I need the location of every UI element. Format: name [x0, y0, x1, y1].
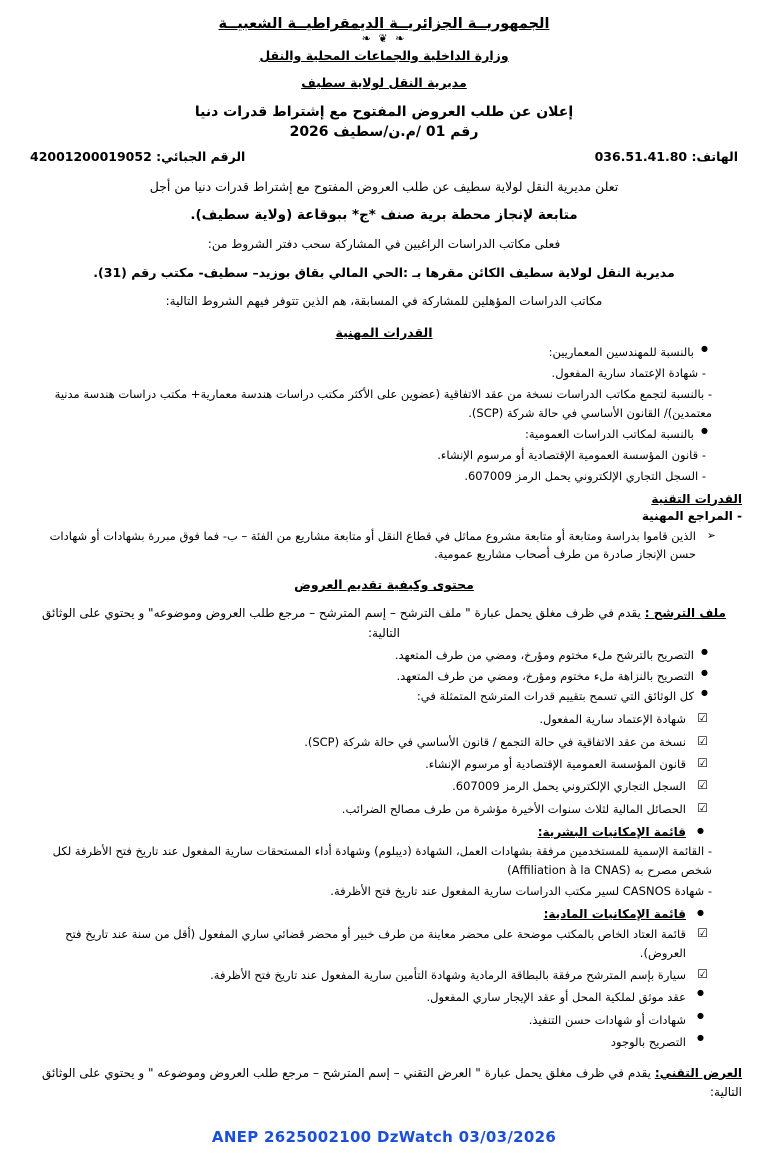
candidacy-bullets: [26, 647, 742, 706]
list-item: ● بالنسبة للمهندسين المعماريين:: [26, 344, 708, 362]
candidacy-file-heading: [26, 604, 742, 642]
candidacy-check-2: ☑ نسخة من عقد الاتفاقية في حالة التجمع / قانون الأساسي في حالة شركة (SCP).: [26, 733, 742, 751]
material-check-2: ☑ سيارة بإسم المترشح مرفقة بالبطاقة الرمادية وشهادة التأمين سارية المفعول عند تاريخ فتح الأظرفة.: [26, 966, 742, 984]
candidacy-check-4: ☑ السجل التجاري الإلكتروني يحمل الرمز 607009.: [26, 777, 742, 795]
offers-content-title: محتوى وكيفية تقديم العروض: [294, 577, 474, 593]
offices-paragraph: فعلى مكاتب الدراسات الراغبين في المشاركة سحب دفتر الشروط من:: [207, 237, 561, 252]
anep-footer: ANEP 2625002100 DzWatch 03/03/2026: [211, 1128, 557, 1147]
phone-label: الهاتف:: [691, 149, 738, 164]
technical-reference-item: ➢ الذين قاموا بدراسة ومتابعة أو متابعة مشروع مماثل في قطاع النقل أو متابعة مشاريع من الفئة – ب- فما فوق مبررة بشهادات أو شهادات حسن الإنجاز صادرة من طرف أصحاب مشاريع عمومية.: [26, 527, 742, 564]
phone-value: 036.51.41.80: [594, 149, 688, 164]
fiscal-block: [30, 149, 245, 164]
list-item: ● كل الوثائق التي تسمح بتقييم قدرات المترشح المتمثلة في:: [26, 688, 708, 706]
technical-capacity-title: القدرات التقنية: [651, 491, 742, 506]
project-title: متابعة لإنجاز محطة برية صنف *ج* ببوقاعة (ولاية سطيف).: [190, 207, 578, 224]
address-paragraph: مديرية النقل لولاية سطيف الكائن مقرها بـ :الحي المالي بقاق بوزيد– سطيف- مكتب رقم (31).: [93, 264, 675, 280]
announcement-number: رقم 01 /م.ن/سطيف 2026: [289, 124, 479, 140]
candidacy-file-text: يقدم في ظرف مغلق يحمل عبارة " ملف الترشح – إسم المترشح – مرجع طلب العروض وموضوعه" و يحتوي على الوثائق التالية:: [42, 606, 641, 640]
republic-heading: الجمهوريــة الجزائريــة الديمقراطيــة الشعبيــة: [218, 16, 550, 32]
candidacy-check-1: ☑ شهادة الإعتماد سارية المفعول.: [26, 710, 742, 728]
professional-references-subtitle: - المراجع المهنية: [641, 508, 742, 523]
professional-list: [26, 344, 742, 362]
material-check-1: ☑ قائمة العتاد الخاص بالمكتب موضحة على محضر معاينة من طرف خبير أو محضر قضائي ساري المفعول (أقل من سنة عند تاريخ فتح العروض).: [26, 925, 742, 962]
professional-dash-3: - قانون المؤسسة العمومية الإقتصادية أو مرسوم الإنشاء.: [437, 447, 706, 462]
eligibility-paragraph: مكاتب الدراسات المؤهلين للمشاركة في المسابقة، هم الذين تتوفر فيهم الشروط التالية:: [165, 293, 603, 308]
list-item: ● التصريح بالنزاهة ملء مختوم ومؤرخ، ومضي من طرف المتعهد.: [26, 668, 708, 686]
technical-offer-heading: [26, 1064, 742, 1102]
announcement-title: إعلان عن طلب العروض المفتوح مع إشتراط قدرات دنيا: [194, 104, 574, 120]
fiscal-value: 42001200019052: [30, 149, 152, 164]
candidacy-check-5: ☑ الحصائل المالية لثلاث سنوات الأخيرة مؤشرة من طرف مصالح الضرائب.: [26, 800, 742, 818]
technical-offer-label: العرض التقني:: [654, 1065, 742, 1080]
professional-dash-1: - شهادة الإعتماد سارية المفعول.: [551, 365, 706, 380]
professional-capacity-title: القدرات المهنية: [335, 324, 433, 340]
human-resources-line-2: - شهادة CASNOS لسير مكتب الدراسات سارية المفعول عند تاريخ فتح الأظرفة.: [330, 883, 712, 898]
technical-offer-text: يقدم في ظرف مغلق يحمل عبارة " العرض التقني – إسم المترشح – مرجع طلب العروض وموضوعه " و يحتوي على الوثائق التالية:: [41, 1065, 742, 1099]
professional-list-2: [26, 426, 742, 444]
ids-row: [26, 149, 742, 164]
list-item: ● التصريح بالترشح ملء مختوم ومؤرخ، ومضي من طرف المتعهد.: [26, 647, 708, 665]
professional-dash-4: - السجل التجاري الإلكتروني يحمل الرمز 607009.: [464, 468, 706, 483]
professional-dash-2: - بالنسبة لتجمع مكاتب الدراسات نسخة من عقد الاتفاقية (عضوين على الأكثر مكتب دراسات هندسة معمارية+ مكتب دراسات هندسة مدنية معتمدين)/ القانون الأساسي في حالة شركة (SCP).: [54, 387, 712, 420]
human-resources-line-1: - القائمة الإسمية للمستخدمين مرفقة بشهادات العمل، الشهادة (ديبلوم) وشهادة أداء المستحقات سارية المفعول عند تاريخ فتح الأظرفة لكل شخص مصرح به (Affiliation à la CNAS): [52, 844, 712, 877]
ornament-divider: ❧ ❦ ❧: [361, 32, 407, 45]
intro-paragraph: تعلن مديرية النقل لولاية سطيف عن طلب العروض المفتوح مع إشتراط قدرات دنيا من أجل: [149, 179, 619, 194]
material-bullet-2: ● شهادات أو شهادات حسن التنفيذ.: [26, 1011, 742, 1029]
directorate-heading: مديرية النقل لولاية سطيف: [301, 75, 467, 90]
fiscal-label: الرقم الجبائي:: [156, 149, 246, 164]
material-bullet-3: ● التصريح بالوجود: [26, 1033, 742, 1051]
candidacy-file-label: ملف الترشح :: [644, 606, 726, 621]
material-resources-title: ● قائمة الإمكانيات المادية:: [26, 907, 742, 921]
material-bullet-1: ● عقد موثق لملكية المحل أو عقد الإيجار ساري المفعول.: [26, 988, 742, 1006]
human-resources-title: ● قائمة الإمكانيات البشرية:: [26, 825, 742, 839]
list-item: ● بالنسبة لمكاتب الدراسات العمومية:: [26, 426, 708, 444]
ministry-heading: وزارة الداخلية والجماعات المحلية والنقل: [259, 48, 509, 63]
candidacy-check-3: ☑ قانون المؤسسة العمومية الإقتصادية أو مرسوم الإنشاء.: [26, 755, 742, 773]
phone-block: [595, 149, 738, 164]
